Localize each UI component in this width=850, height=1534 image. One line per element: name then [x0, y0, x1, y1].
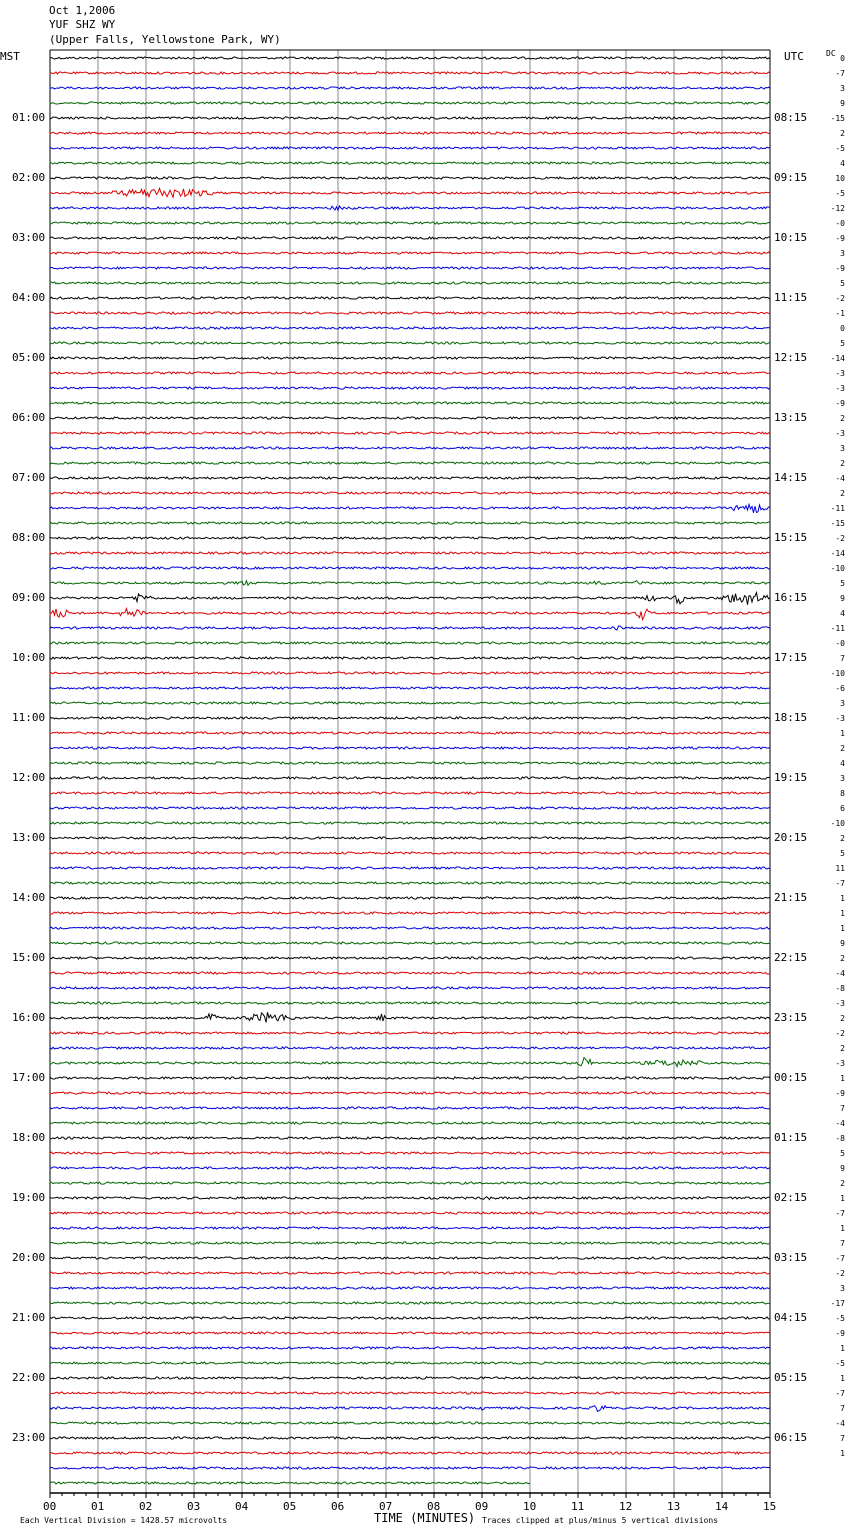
- utc-hour-label: 17:15: [774, 651, 808, 664]
- dc-offset: -5: [835, 1359, 845, 1368]
- mst-hour-label: 02:00: [12, 171, 46, 184]
- dc-offset: -8: [835, 1134, 845, 1143]
- dc-offset: -5: [835, 144, 845, 153]
- dc-offset: 1: [840, 909, 845, 918]
- dc-offset: -6: [835, 684, 845, 693]
- trace-83: [50, 1302, 770, 1304]
- trace-27: [50, 462, 770, 464]
- trace-56: [50, 897, 770, 899]
- mst-hour-label: 13:00: [12, 831, 46, 844]
- dc-offset: -4: [835, 1419, 845, 1428]
- trace-48: [50, 777, 770, 779]
- trace-77: [50, 1212, 770, 1214]
- dc-offset: -7: [835, 1389, 845, 1398]
- mst-hour-label: 23:00: [12, 1431, 46, 1444]
- utc-hour-label: 14:15: [774, 471, 808, 484]
- trace-89: [50, 1392, 770, 1394]
- trace-53: [50, 852, 770, 854]
- utc-hour-label: 08:15: [774, 111, 808, 124]
- dc-offset: 3: [840, 249, 845, 258]
- dc-offset: 3: [840, 444, 845, 453]
- dc-offset: 3: [840, 699, 845, 708]
- dc-offset: 2: [840, 414, 845, 423]
- trace-88: [50, 1377, 770, 1379]
- dc-offset: -17: [830, 1299, 845, 1308]
- trace-67: [50, 1058, 770, 1067]
- trace-31: [50, 522, 770, 524]
- trace-74: [50, 1167, 770, 1169]
- utc-hour-label: 03:15: [774, 1251, 808, 1264]
- x-tick-label-01: 01: [91, 1500, 105, 1513]
- trace-70: [50, 1107, 770, 1109]
- utc-hour-label: 04:15: [774, 1311, 808, 1324]
- mst-hour-label: 22:00: [12, 1371, 46, 1384]
- dc-offset: -4: [835, 969, 845, 978]
- dc-offset: -3: [835, 369, 845, 378]
- trace-5: [50, 132, 770, 134]
- utc-hour-label: 21:15: [774, 891, 808, 904]
- trace-63: [50, 1002, 770, 1004]
- trace-66: [50, 1047, 770, 1049]
- trace-23: [50, 402, 770, 404]
- trace-51: [50, 822, 770, 824]
- trace-49: [50, 792, 770, 794]
- trace-4: [50, 117, 770, 119]
- utc-hour-label: 20:15: [774, 831, 808, 844]
- dc-offset: 2: [840, 954, 845, 963]
- dc-offset: -3: [835, 429, 845, 438]
- x-tick-label-07: 07: [379, 1500, 393, 1513]
- utc-hour-label: 00:15: [774, 1071, 808, 1084]
- dc-offset: -7: [835, 1209, 845, 1218]
- right-timezone-label: UTC: [784, 50, 804, 63]
- dc-offset: 2: [840, 489, 845, 498]
- utc-hour-label: 06:15: [774, 1431, 808, 1444]
- dc-offset: -15: [830, 519, 845, 528]
- trace-90: [50, 1406, 770, 1412]
- dc-offset: -10: [830, 669, 845, 678]
- utc-hour-label: 16:15: [774, 591, 808, 604]
- mst-hour-label: 17:00: [12, 1071, 46, 1084]
- x-tick-label-14: 14: [715, 1500, 729, 1513]
- x-tick-label-05: 05: [283, 1500, 297, 1513]
- trace-7: [50, 162, 770, 164]
- dc-offset: 2: [840, 459, 845, 468]
- trace-25: [50, 432, 770, 434]
- dc-offset: 1: [840, 1344, 845, 1353]
- utc-hour-label: 12:15: [774, 351, 808, 364]
- utc-hour-label: 10:15: [774, 231, 808, 244]
- dc-offset: -11: [830, 624, 845, 633]
- trace-64: [50, 1012, 770, 1022]
- station-location: (Upper Falls, Yellowstone Park, WY): [49, 33, 281, 46]
- station-code: YUF SHZ WY: [49, 18, 116, 31]
- utc-hour-label: 02:15: [774, 1191, 808, 1204]
- dc-offset: 7: [840, 1104, 845, 1113]
- trace-92: [50, 1437, 770, 1439]
- trace-57: [50, 912, 770, 914]
- dc-offset: -3: [835, 1059, 845, 1068]
- trace-6: [50, 147, 770, 149]
- dc-offset: -10: [830, 819, 845, 828]
- trace-13: [50, 252, 770, 254]
- trace-1: [50, 72, 770, 74]
- trace-94: [50, 1467, 770, 1469]
- mst-hour-label: 11:00: [12, 711, 46, 724]
- mst-hour-label: 04:00: [12, 291, 46, 304]
- mst-hour-label: 16:00: [12, 1011, 46, 1024]
- trace-61: [50, 972, 770, 974]
- dc-offset: 9: [840, 1164, 845, 1173]
- dc-offset: -14: [830, 354, 845, 363]
- dc-offset: 0: [840, 324, 845, 333]
- trace-93: [50, 1452, 770, 1454]
- dc-offset: -3: [835, 384, 845, 393]
- trace-58: [50, 927, 770, 929]
- trace-32: [50, 537, 770, 539]
- dc-offset: -8: [835, 984, 845, 993]
- dc-offset: 2: [840, 1044, 845, 1053]
- trace-76: [50, 1197, 770, 1200]
- utc-hour-label: 23:15: [774, 1011, 808, 1024]
- x-tick-label-02: 02: [139, 1500, 153, 1513]
- x-axis-title: TIME (MINUTES): [374, 1511, 476, 1525]
- mst-hour-label: 03:00: [12, 231, 46, 244]
- trace-34: [50, 567, 770, 569]
- trace-59: [50, 942, 770, 944]
- dc-offset-header: DC: [826, 49, 836, 58]
- trace-18: [50, 327, 770, 329]
- dc-offset: 11: [835, 864, 845, 873]
- trace-14: [50, 267, 770, 269]
- trace-54: [50, 867, 770, 869]
- mst-hour-label: 05:00: [12, 351, 46, 364]
- trace-62: [50, 987, 770, 989]
- dc-offset: 3: [840, 774, 845, 783]
- x-tick-label-11: 11: [571, 1500, 585, 1513]
- dc-offset: 8: [840, 789, 845, 798]
- trace-71: [50, 1122, 770, 1124]
- dc-offset: -15: [830, 114, 845, 123]
- trace-35: [50, 581, 770, 586]
- left-timezone-label: MST: [0, 50, 20, 63]
- mst-hour-label: 21:00: [12, 1311, 46, 1324]
- mst-hour-label: 20:00: [12, 1251, 46, 1264]
- trace-75: [50, 1182, 770, 1184]
- dc-offset: 6: [840, 804, 845, 813]
- trace-78: [50, 1227, 770, 1229]
- dc-offset: -1: [835, 309, 845, 318]
- dc-offset: 9: [840, 99, 845, 108]
- dc-offset: -14: [830, 549, 845, 558]
- dc-offset: 10: [835, 174, 845, 183]
- x-tick-label-10: 10: [523, 1500, 537, 1513]
- mst-hour-label: 12:00: [12, 771, 46, 784]
- trace-81: [50, 1272, 770, 1274]
- mst-hour-label: 06:00: [12, 411, 46, 424]
- trace-0: [50, 57, 770, 59]
- trace-87: [50, 1362, 770, 1364]
- trace-3: [50, 102, 770, 104]
- x-tick-label-12: 12: [619, 1500, 633, 1513]
- trace-79: [50, 1242, 770, 1244]
- dc-offset: -3: [835, 999, 845, 1008]
- dc-offset: -2: [835, 1269, 845, 1278]
- dc-offset: 5: [840, 1149, 845, 1158]
- dc-offset: -9: [835, 399, 845, 408]
- plot-date: Oct 1,2006: [49, 4, 116, 17]
- trace-52: [50, 837, 770, 839]
- trace-85: [50, 1332, 770, 1334]
- mst-hour-label: 18:00: [12, 1131, 46, 1144]
- time-axis: [50, 1493, 770, 1498]
- trace-17: [50, 312, 770, 314]
- dc-offset: 1: [840, 729, 845, 738]
- trace-26: [50, 447, 770, 449]
- dc-offset: -0: [835, 639, 845, 648]
- dc-offset: 1: [840, 1074, 845, 1083]
- dc-offset: -4: [835, 474, 845, 483]
- utc-hour-label: 09:15: [774, 171, 808, 184]
- trace-16: [50, 297, 770, 299]
- trace-8: [50, 177, 770, 179]
- trace-45: [50, 732, 770, 734]
- dc-offset: -2: [835, 294, 845, 303]
- trace-39: [50, 642, 770, 644]
- dc-offset: -7: [835, 1254, 845, 1263]
- dc-offset: 3: [840, 84, 845, 93]
- trace-10: [50, 206, 770, 210]
- mst-hour-label: 19:00: [12, 1191, 46, 1204]
- dc-offset: -9: [835, 234, 845, 243]
- x-tick-label-09: 09: [475, 1500, 489, 1513]
- trace-28: [50, 477, 770, 479]
- dc-offset: 0: [840, 54, 845, 63]
- dc-offset: -7: [835, 879, 845, 888]
- dc-offset: 1: [840, 1449, 845, 1458]
- utc-hour-label: 19:15: [774, 771, 808, 784]
- mst-hour-label: 07:00: [12, 471, 46, 484]
- seismic-traces: [50, 57, 770, 1484]
- dc-offset: -9: [835, 1329, 845, 1338]
- utc-hour-label: 11:15: [774, 291, 808, 304]
- dc-offset: 7: [840, 1434, 845, 1443]
- utc-hour-label: 13:15: [774, 411, 808, 424]
- utc-hour-label: 01:15: [774, 1131, 808, 1144]
- trace-60: [50, 957, 770, 959]
- dc-offset: 1: [840, 894, 845, 903]
- dc-offset: -3: [835, 714, 845, 723]
- dc-offset: 9: [840, 594, 845, 603]
- trace-38: [50, 626, 770, 630]
- trace-2: [50, 87, 770, 89]
- dc-offset: 1: [840, 1224, 845, 1233]
- trace-50: [50, 807, 770, 809]
- dc-offset: 2: [840, 1179, 845, 1188]
- dc-offset: -12: [830, 204, 845, 213]
- trace-12: [50, 237, 770, 239]
- trace-91: [50, 1422, 770, 1424]
- x-tick-label-04: 04: [235, 1500, 249, 1513]
- dc-offset: 9: [840, 939, 845, 948]
- dc-offset: -0: [835, 219, 845, 228]
- mst-hour-label: 10:00: [12, 651, 46, 664]
- trace-29: [50, 492, 770, 494]
- x-tick-label-06: 06: [331, 1500, 345, 1513]
- utc-hour-label: 15:15: [774, 531, 808, 544]
- dc-offset: -5: [835, 189, 845, 198]
- trace-30: [50, 504, 770, 512]
- trace-68: [50, 1077, 770, 1079]
- mst-hour-label: 01:00: [12, 111, 46, 124]
- trace-84: [50, 1317, 770, 1319]
- trace-19: [50, 342, 770, 344]
- dc-offset: -4: [835, 1119, 845, 1128]
- trace-33: [50, 552, 770, 554]
- utc-hour-label: 05:15: [774, 1371, 808, 1384]
- x-tick-label-13: 13: [667, 1500, 681, 1513]
- dc-offset: -10: [830, 564, 845, 573]
- trace-46: [50, 747, 770, 749]
- trace-37: [50, 609, 770, 620]
- mst-hour-label: 09:00: [12, 591, 46, 604]
- dc-offset: 1: [840, 1374, 845, 1383]
- dc-offset: 4: [840, 159, 845, 168]
- trace-44: [50, 717, 770, 719]
- trace-40: [50, 657, 770, 659]
- dc-offset: -7: [835, 69, 845, 78]
- trace-72: [50, 1137, 770, 1139]
- x-tick-label-00: 00: [43, 1500, 57, 1513]
- trace-47: [50, 762, 770, 764]
- dc-offset: 4: [840, 609, 845, 618]
- dc-offset: 7: [840, 654, 845, 663]
- x-tick-label-08: 08: [427, 1500, 441, 1513]
- dc-offset: 7: [840, 1239, 845, 1248]
- trace-43: [50, 702, 770, 704]
- mst-hour-label: 08:00: [12, 531, 46, 544]
- trace-82: [50, 1287, 770, 1289]
- dc-offset: 3: [840, 1284, 845, 1293]
- dc-offset: 1: [840, 1194, 845, 1203]
- x-tick-label-15: 15: [763, 1500, 777, 1513]
- mst-hour-label: 14:00: [12, 891, 46, 904]
- utc-hour-label: 18:15: [774, 711, 808, 724]
- trace-36: [50, 593, 770, 605]
- trace-73: [50, 1152, 770, 1154]
- dc-offset: 5: [840, 279, 845, 288]
- trace-9: [50, 188, 770, 197]
- dc-offset: 2: [840, 744, 845, 753]
- trace-11: [50, 222, 770, 224]
- dc-offset: 7: [840, 1404, 845, 1413]
- dc-offset: -5: [835, 1314, 845, 1323]
- x-tick-label-03: 03: [187, 1500, 201, 1513]
- trace-69: [50, 1092, 770, 1094]
- trace-22: [50, 387, 770, 389]
- dc-offset: 4: [840, 759, 845, 768]
- dc-offset: 5: [840, 339, 845, 348]
- dc-offset: -9: [835, 1089, 845, 1098]
- utc-hour-label: 22:15: [774, 951, 808, 964]
- trace-15: [50, 282, 770, 284]
- trace-24: [50, 417, 770, 419]
- mst-hour-label: 15:00: [12, 951, 46, 964]
- dc-offset: -9: [835, 264, 845, 273]
- trace-86: [50, 1347, 770, 1349]
- dc-offset: 5: [840, 579, 845, 588]
- trace-65: [50, 1032, 770, 1034]
- dc-offset: 5: [840, 849, 845, 858]
- dc-offset: 2: [840, 129, 845, 138]
- vertical-division-note: Each Vertical Division = 1428.57 microvolts: [20, 1516, 228, 1525]
- clip-note: Traces clipped at plus/minus 5 vertical divisions: [482, 1516, 719, 1525]
- dc-offset: 1: [840, 924, 845, 933]
- dc-offset: -11: [830, 504, 845, 513]
- trace-41: [50, 672, 770, 674]
- trace-21: [50, 372, 770, 374]
- dc-offset: 2: [840, 834, 845, 843]
- dc-offset: -2: [835, 1029, 845, 1038]
- dc-offset: 2: [840, 1014, 845, 1023]
- trace-80: [50, 1257, 770, 1259]
- dc-offset: -2: [835, 534, 845, 543]
- trace-55: [50, 882, 770, 884]
- trace-42: [50, 687, 770, 689]
- trace-20: [50, 357, 770, 359]
